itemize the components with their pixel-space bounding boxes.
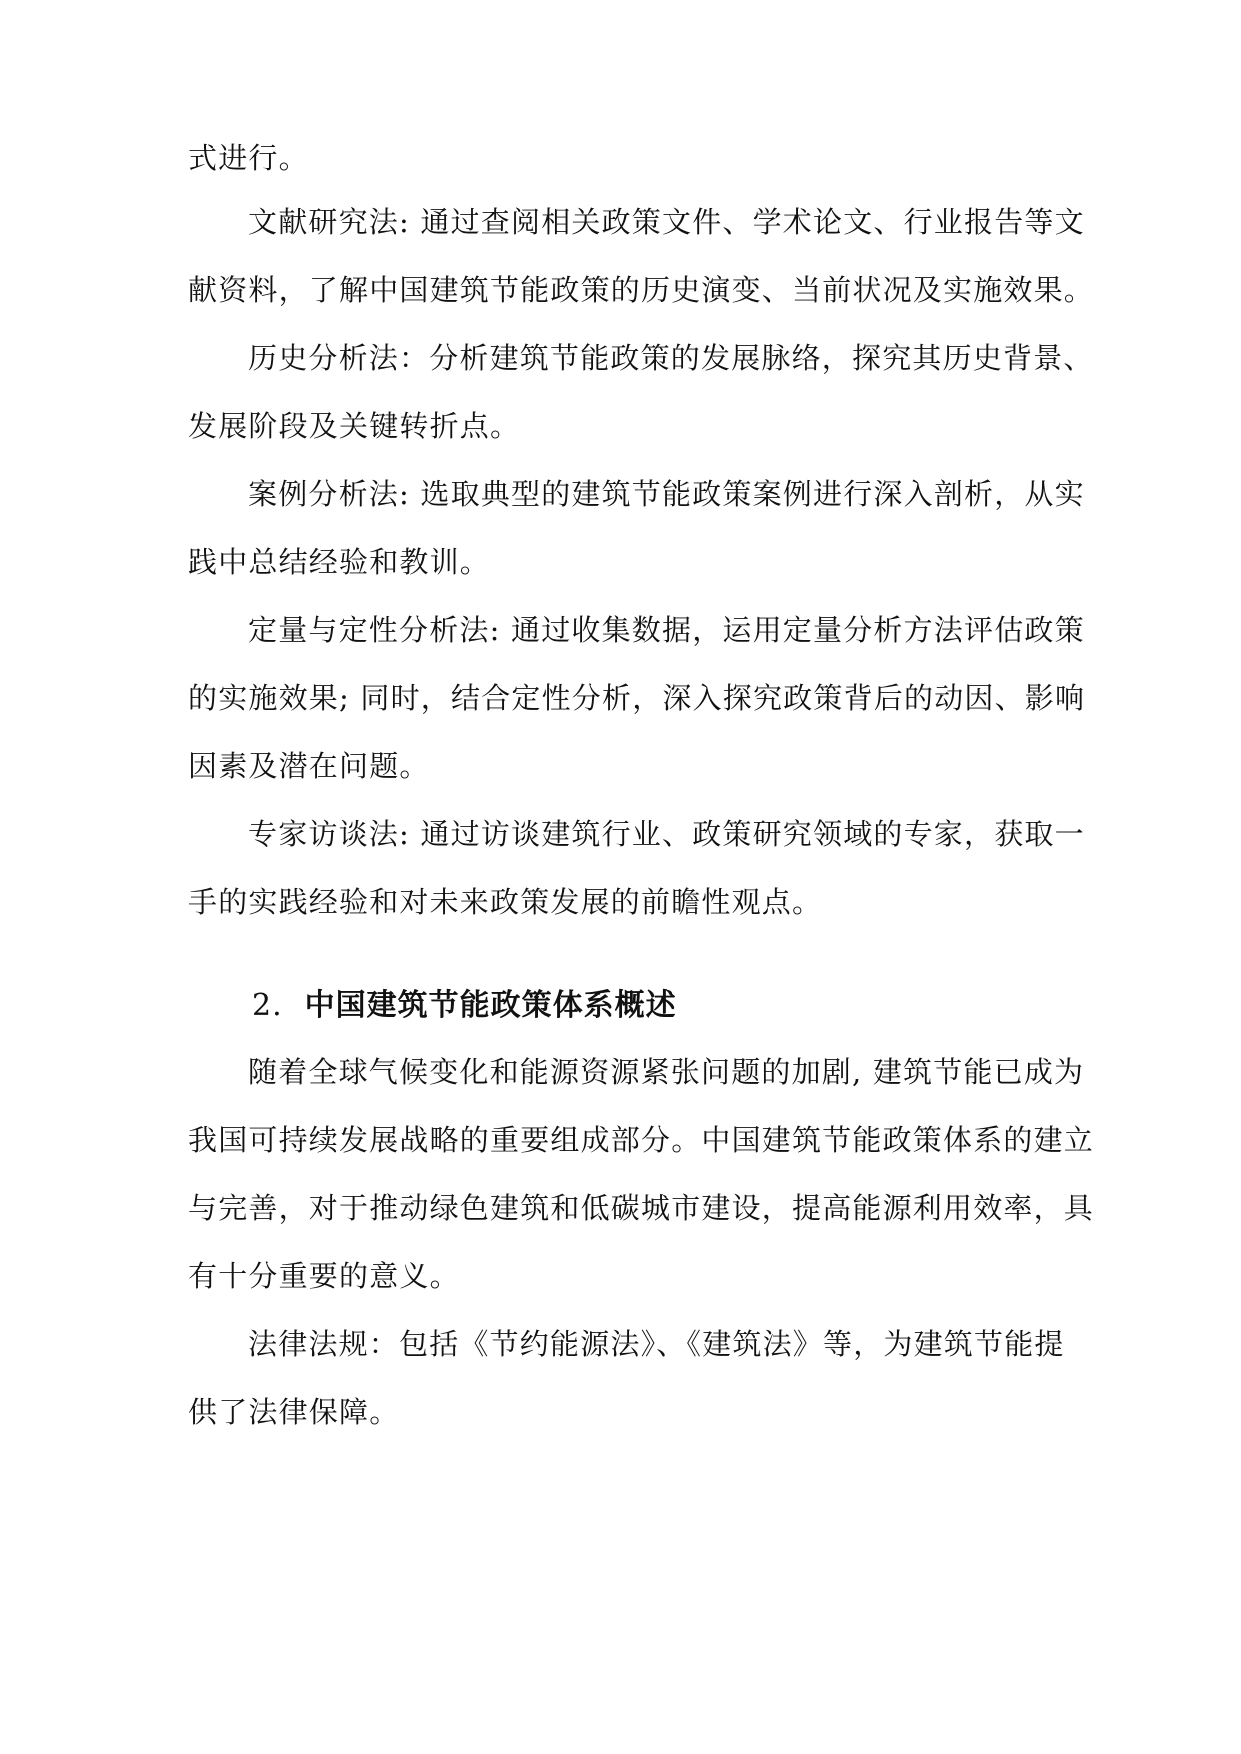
paragraph-expert-line-2: 手的实践经验和对未来政策发展的前瞻性观点。 [188,885,823,919]
paragraph-law-line-2: 供了法律保障。 [188,1395,400,1429]
paragraph-quant-line-3: 因素及潜在问题。 [188,749,430,783]
paragraph-literature-line-1: 文献研究法: 通过查阅相关政策文件、学术论文、行业报告等文 [248,205,1085,239]
paragraph-literature-line-2: 献资料，了解中国建筑节能政策的历史演变、当前状况及实施效果。 [188,273,1095,307]
paragraph-continuation-line: 式进行。 [188,141,309,175]
paragraph-intro-line-3: 与完善，对于推动绿色建筑和低碳城市建设，提高能源利用效率，具 [188,1191,1095,1225]
paragraph-history-line-2: 发展阶段及关键转折点。 [188,409,521,443]
paragraph-quant-line-2: 的实施效果; 同时，结合定性分析，深入探究政策背后的动因、影响 [188,681,1086,715]
paragraph-law-line-1: 法律法规：包括《节约能源法》、《建筑法》等，为建筑节能提 [248,1327,1065,1361]
section-title: 中国建筑节能政策体系概述 [304,988,677,1023]
paragraph-quant-line-1: 定量与定性分析法: 通过收集数据，运用定量分析方法评估政策 [248,613,1085,647]
paragraph-expert-line-1: 专家访谈法: 通过访谈建筑行业、政策研究领域的专家，获取一 [248,817,1085,851]
paragraph-intro-line-1: 随着全球气候变化和能源资源紧张问题的加剧, 建筑节能已成为 [248,1055,1085,1089]
paragraph-case-line-2: 践中总结经验和教训。 [188,545,491,579]
paragraph-intro-line-2: 我国可持续发展战略的重要组成部分。中国建筑节能政策体系的建立 [188,1123,1095,1157]
paragraph-case-line-1: 案例分析法: 选取典型的建筑节能政策案例进行深入剖析，从实 [248,477,1085,511]
section-number: 2. [252,988,283,1023]
section-heading [252,986,677,1026]
paragraph-intro-line-4: 有十分重要的意义。 [188,1259,460,1293]
paragraph-history-line-1: 历史分析法：分析建筑节能政策的发展脉络，探究其历史背景、 [248,341,1094,375]
